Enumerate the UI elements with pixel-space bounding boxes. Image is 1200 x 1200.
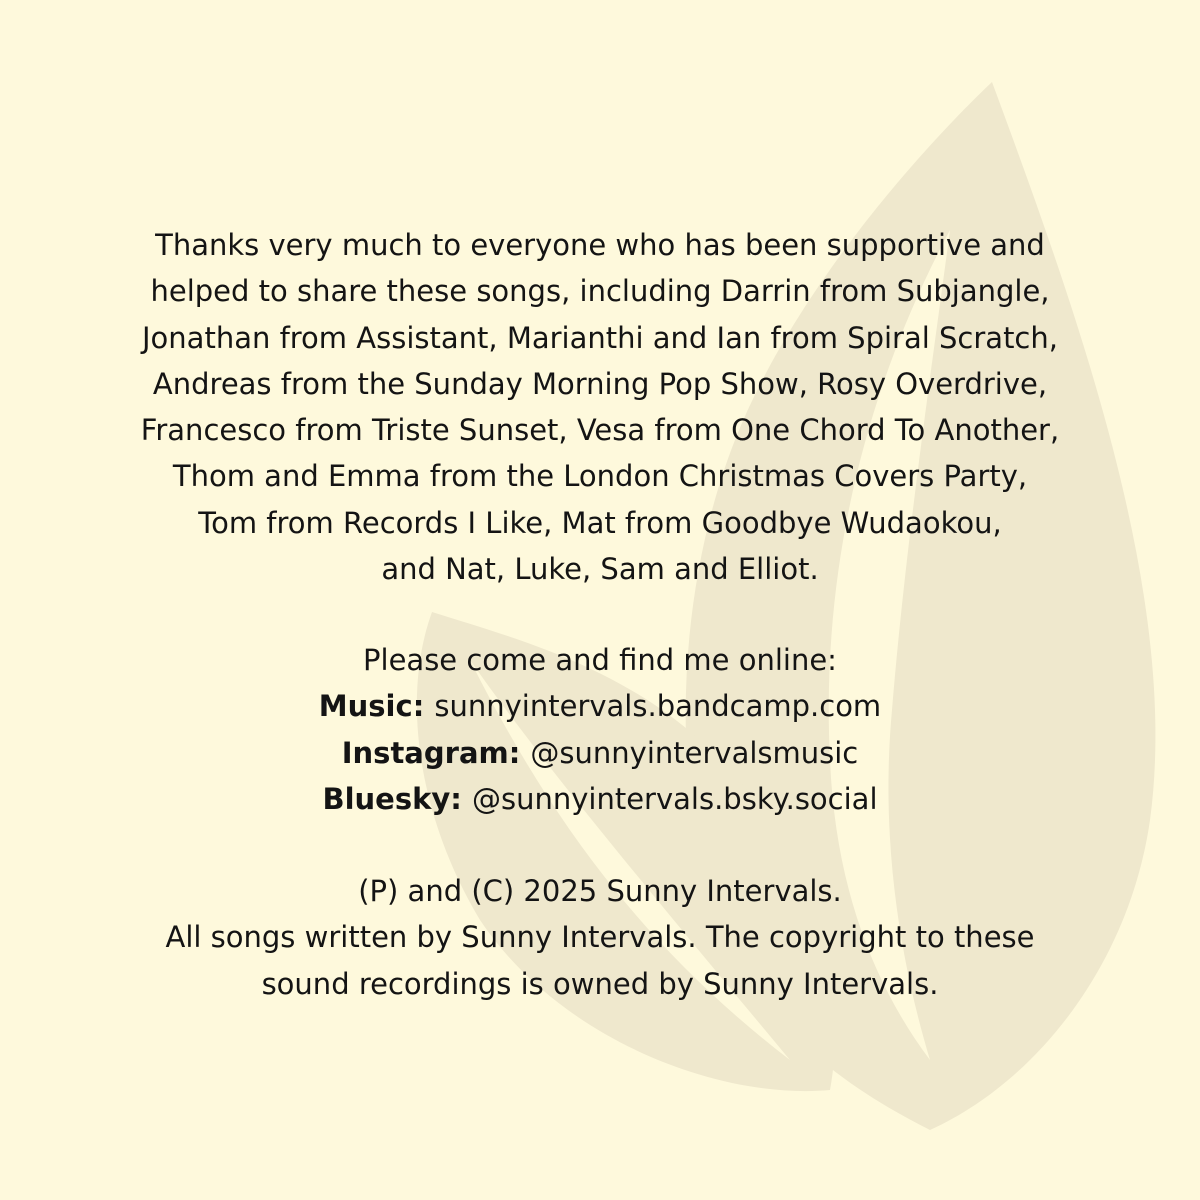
music-link-row: [0, 683, 1200, 729]
music-link: sunnyintervals.bandcamp.com: [434, 689, 882, 724]
instagram-label: Instagram:: [341, 735, 531, 770]
music-label: Music:: [318, 689, 435, 724]
thanks-line: Thanks very much to everyone who has been supportive and: [155, 228, 1045, 262]
bluesky-link-row: [0, 776, 1200, 822]
copyright-notice: [0, 868, 1200, 1007]
instagram-handle: @sunnyintervalsmusic: [530, 735, 859, 770]
online-intro: Please come and find me online:: [363, 643, 837, 677]
bluesky-label: Bluesky:: [322, 781, 472, 816]
instagram-link-row: [0, 730, 1200, 776]
thanks-line: Thom and Emma from the London Christmas Covers Party,: [172, 459, 1028, 494]
thanks-line: Jonathan from Assistant, Marianthi and Ian from Spiral Scratch,: [142, 320, 1058, 355]
thanks-paragraph: [0, 222, 1200, 592]
online-links: [0, 637, 1200, 822]
thanks-line: Francesco from Triste Sunset, Vesa from One Chord To Another,: [140, 413, 1060, 448]
copyright-line: sound recordings is owned by Sunny Intervals.: [261, 966, 939, 1001]
thanks-line: Tom from Records I Like, Mat from Goodbye Wudaokou,: [198, 505, 1002, 540]
thanks-line: helped to share these songs, including Darrin from Subjangle,: [150, 274, 1050, 309]
copyright-line: All songs written by Sunny Intervals. The copyright to these: [165, 920, 1035, 955]
thanks-line: and Nat, Luke, Sam and Elliot.: [381, 552, 819, 587]
thanks-line: Andreas from the Sunday Morning Pop Show, Rosy Overdrive,: [152, 366, 1048, 401]
bluesky-handle: @sunnyintervals.bsky.social: [472, 781, 878, 816]
copyright-line: (P) and (C) 2025 Sunny Intervals.: [358, 874, 842, 908]
